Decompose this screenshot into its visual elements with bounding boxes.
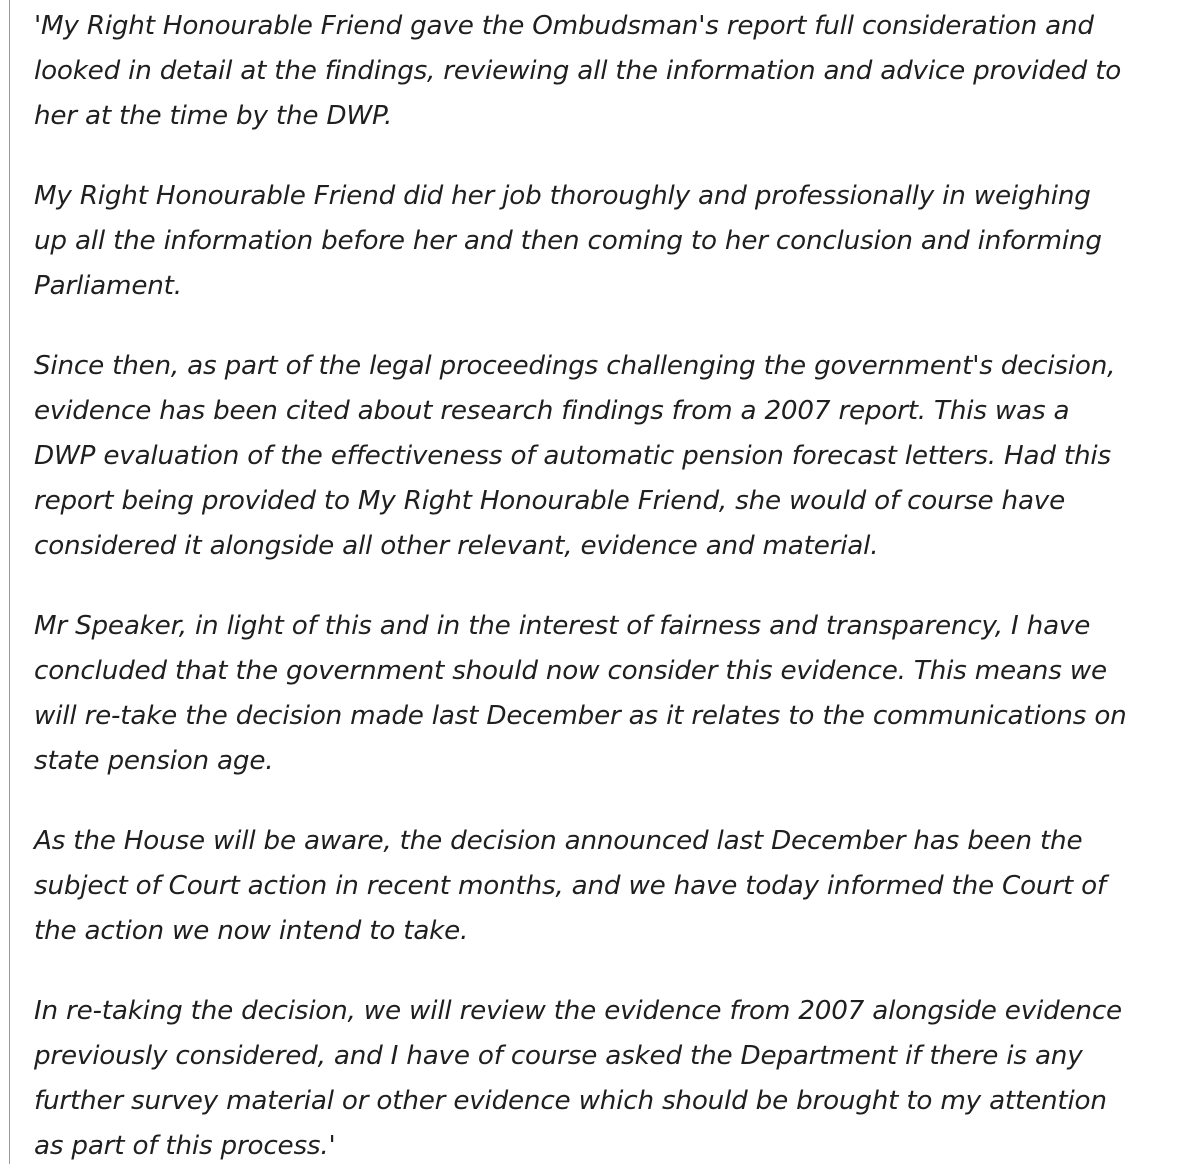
- statement-paragraph-1: [34, 4, 1121, 139]
- statement-paragraph-5: [34, 819, 1106, 954]
- statement-line: As the House will be aware, the decision announced last December has been the: [34, 826, 1083, 856]
- statement-line: Mr Speaker, in light of this and in the interest of fairness and transparency, I have: [34, 611, 1091, 641]
- statement-paragraph-6: [34, 989, 1122, 1169]
- statement-line: Since then, as part of the legal proceedings challenging the government's decision,: [34, 351, 1116, 381]
- statement-line: 'My Right Honourable Friend gave the Ombudsman's report full consideration and: [34, 11, 1094, 41]
- statement-line: My Right Honourable Friend did her job thoroughly and professionally in weighing: [34, 181, 1091, 211]
- statement-line: the action we now intend to take.: [34, 916, 469, 946]
- statement-line: In re-taking the decision, we will review the evidence from 2007 alongside evidence: [34, 996, 1122, 1026]
- statement-line: further survey material or other evidence which should be brought to my attention: [34, 1086, 1107, 1116]
- statement-line: state pension age.: [34, 746, 274, 776]
- statement-line: her at the time by the DWP.: [34, 101, 393, 131]
- statement-paragraph-3: [34, 344, 1115, 569]
- quote-left-border: [9, 0, 10, 1164]
- statement-paragraph-4: [34, 604, 1127, 784]
- statement-line: evidence has been cited about research findings from a 2007 report. This was a: [34, 396, 1070, 426]
- statement-paragraph-2: [34, 174, 1102, 309]
- statement-line: up all the information before her and then coming to her conclusion and informing: [34, 226, 1102, 256]
- statement-line: looked in detail at the findings, reviewing all the information and advice provided to: [34, 56, 1122, 86]
- statement-line: DWP evaluation of the effectiveness of automatic pension forecast letters. Had this: [34, 441, 1111, 471]
- statement-line: subject of Court action in recent months, and we have today informed the Court of: [34, 871, 1106, 901]
- statement-line: as part of this process.': [34, 1131, 336, 1161]
- statement-line: concluded that the government should now consider this evidence. This means we: [34, 656, 1107, 686]
- statement-line: will re-take the decision made last December as it relates to the communications on: [34, 701, 1127, 731]
- statement-line: previously considered, and I have of course asked the Department if there is any: [34, 1041, 1083, 1071]
- statement-line: report being provided to My Right Honourable Friend, she would of course have: [34, 486, 1066, 516]
- statement-line: Parliament.: [34, 271, 182, 301]
- statement-line: considered it alongside all other relevant, evidence and material.: [34, 531, 879, 561]
